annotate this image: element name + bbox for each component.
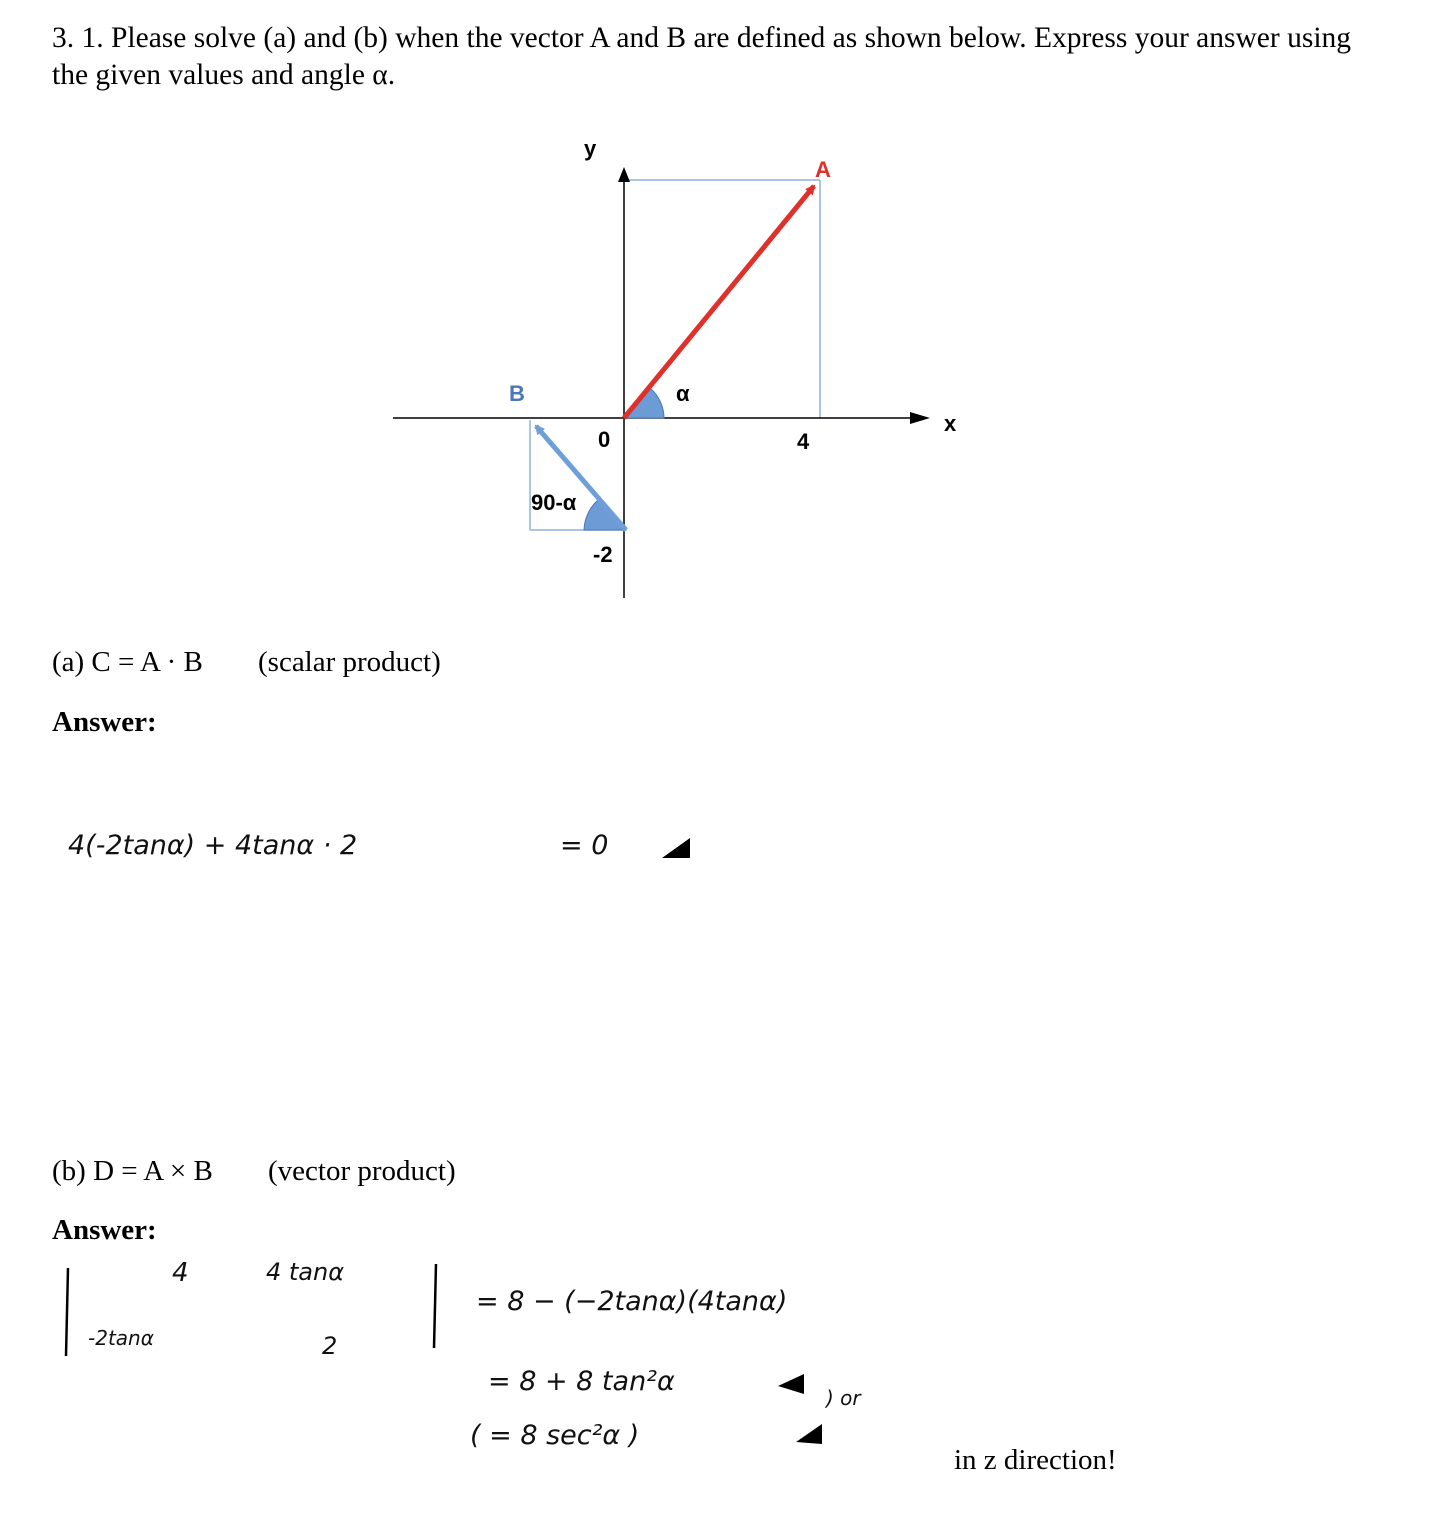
vector-b-label: B	[509, 381, 525, 406]
x-axis-label: x	[944, 411, 957, 436]
question-line-2: the given values and angle α.	[52, 59, 396, 91]
det-a21: -2tanα	[88, 1326, 154, 1350]
part-b-work-line-1: = 8 − (−2tanα)(4tanα)	[476, 1286, 788, 1317]
part-b-type: (vector product)	[268, 1155, 456, 1187]
part-a-type: (scalar product)	[258, 646, 441, 678]
angle-90-alpha-label: 90-α	[531, 490, 577, 515]
part-a-answer-label: Answer:	[52, 706, 157, 738]
y-axis-label: y	[584, 136, 597, 161]
origin-label: 0	[598, 427, 611, 452]
part-b-work-line-3: ( = 8 sec²α )	[470, 1420, 640, 1451]
vector-a-arrow	[624, 186, 814, 418]
part-b-or-label: ) or	[826, 1386, 861, 1410]
part-b-work-line-2: = 8 + 8 tan²α	[488, 1366, 675, 1397]
part-b-prompt: (b) D = A × B	[52, 1155, 213, 1187]
y-tick-label: -2	[593, 542, 613, 567]
det-a11: 4	[172, 1258, 189, 1288]
x-tick-label: 4	[797, 429, 810, 454]
part-a-work-result: = 0	[560, 830, 609, 861]
det-a12: 4 tanα	[266, 1258, 345, 1286]
det-a22: 2	[322, 1332, 338, 1360]
part-a-prompt: (a) C = A · B	[52, 646, 203, 678]
vector-diagram	[0, 0, 1448, 620]
part-b-answer-marker-alt-icon	[794, 1422, 826, 1446]
part-b-answer-marker-icon	[776, 1372, 808, 1396]
part-a-answer-marker-icon	[660, 836, 694, 862]
angle-alpha-label: α	[676, 381, 690, 406]
part-b-note: in z direction!	[954, 1444, 1117, 1476]
part-b-answer-label: Answer:	[52, 1214, 157, 1246]
x-axis-arrowhead	[910, 412, 930, 424]
part-a-work-expression: 4(-2tanα) + 4tanα · 2	[68, 830, 358, 861]
y-axis-arrowhead	[618, 167, 630, 182]
question-line-1: 3. 1. Please solve (a) and (b) when the vector A and B are defined as shown below. Express your answer using	[52, 22, 1352, 54]
vector-a-label: A	[815, 157, 831, 182]
